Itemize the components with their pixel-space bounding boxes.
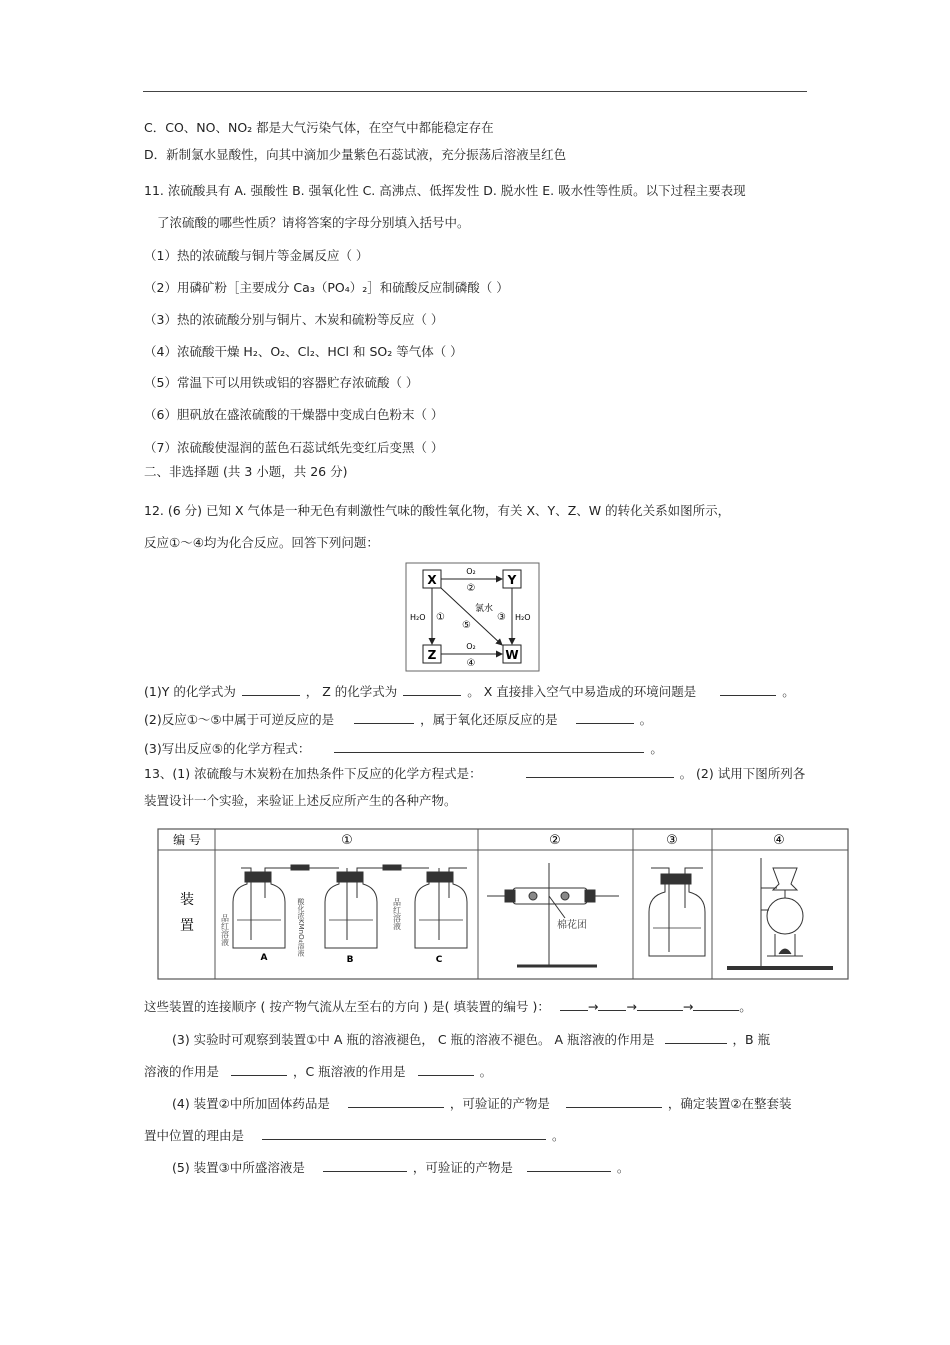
blank-c-role[interactable] <box>418 1063 474 1076</box>
blank-position-reason[interactable] <box>262 1127 546 1140</box>
q13-stem-2: 装置设计一个实验，来验证上述反应所产生的各种产物。 <box>144 793 457 808</box>
q11-item-1: （1）热的浓硫酸与铜片等金属反应（ ） <box>144 248 369 263</box>
liquid-b-label: 酸化浓KMnO₄溶液 <box>297 898 305 957</box>
blank-product-3[interactable] <box>527 1159 611 1172</box>
conn-text: 这些装置的连接顺序 ( 按产物气流从左至右的方向 ) 是( 填装置的编号 )： <box>144 999 550 1014</box>
blank-redox[interactable] <box>576 711 634 724</box>
q11-item-3: （3）热的浓硫酸分别与铜片、木炭和硫粉等反应（ ） <box>144 312 444 327</box>
q12-part-2 <box>144 711 652 728</box>
blank-order-1[interactable] <box>560 998 588 1011</box>
q11-item-6: （6）胆矾放在盛浓硫酸的干燥器中变成白色粉末（ ） <box>144 407 444 422</box>
device-1-wash-bottles <box>233 865 467 948</box>
cotton-label: 棉花团 <box>557 920 587 931</box>
arrow-2: → <box>626 999 637 1014</box>
bottle-c-label: C <box>435 955 443 965</box>
blank-a-role[interactable] <box>665 1031 727 1044</box>
q13-5-text-a: (5) 装置③中所盛溶液是 <box>172 1160 305 1175</box>
q12-1-text-d: 。 <box>782 684 795 699</box>
node-w: W <box>505 648 519 662</box>
q13-5-text-b: ，可验证的产物是 <box>412 1160 513 1175</box>
blank-equation-5[interactable] <box>334 740 644 753</box>
q11-stem-1: 11. 浓硫酸具有 A. 强酸性 B. 强氧化性 C. 高沸点、低挥发性 D. 脱水性 E. 吸水性等性质。以下过程主要表现 <box>144 183 746 198</box>
node-z: Z <box>427 648 437 662</box>
q11-item-2: （2）用磷矿粉［主要成分 Ca₃（PO₄）₂］和硫酸反应制磷酸（ ） <box>144 280 509 295</box>
blank-solid-reagent[interactable] <box>348 1095 444 1108</box>
q12-2-text-b: ，属于氧化还原反应的是 <box>420 712 558 727</box>
q11-item-4: （4）浓硫酸干燥 H₂、O₂、Cl₂、HCl 和 SO₂ 等气体（ ） <box>144 344 463 359</box>
q11-stem-2: 了浓硫酸的哪些性质？请将答案的字母分别填入括号中。 <box>157 215 470 230</box>
q13-4-text-b: ，可验证的产物是 <box>449 1096 550 1111</box>
q12-part-3 <box>144 740 663 757</box>
q13-3-text-c: 溶液的作用是 <box>144 1064 220 1079</box>
q13-part-5 <box>172 1159 629 1176</box>
label-h2o-left: H₂O <box>410 613 426 622</box>
liquid-c-label: 品红溶液 <box>392 898 402 930</box>
blank-solution-3[interactable] <box>323 1159 407 1172</box>
label-r5: ⑤ <box>462 620 471 631</box>
col-4-label: ④ <box>773 833 785 848</box>
q13-part-4-line-1 <box>172 1095 792 1112</box>
q13-5-text-c: 。 <box>616 1160 630 1175</box>
header-label: 编 号 <box>173 833 201 847</box>
q13-text-a2: 。 (2) 试用下图所列各 <box>679 766 806 781</box>
blank-order-4[interactable] <box>693 998 739 1011</box>
label-o2-top: O₂ <box>466 567 476 576</box>
label-r4: ④ <box>466 658 476 669</box>
q12-part-1 <box>144 683 795 700</box>
q13-3-text-b: ，B 瓶 <box>732 1032 771 1047</box>
conn-end: 。 <box>739 999 752 1014</box>
q13-part-4-line-2 <box>144 1127 565 1144</box>
conversion-diagram <box>405 562 540 672</box>
col-2-label: ② <box>549 833 561 848</box>
q13-3-text-d: ，C 瓶溶液的作用是 <box>292 1064 406 1079</box>
row-label-1: 装 <box>180 892 194 908</box>
blank-product-2[interactable] <box>566 1095 662 1108</box>
q11-item-7: （7）浓硫酸使湿润的蓝色石蕊试纸先变红后变黑（ ） <box>144 440 444 455</box>
q12-3-text-b: 。 <box>650 741 663 756</box>
blank-equation-13[interactable] <box>526 765 674 778</box>
q12-2-text-c: 。 <box>639 712 653 727</box>
q13-3-text-e: 。 <box>479 1064 493 1079</box>
option-c: C．CO、NO、NO₂ 都是大气污染气体，在空气中都能稳定存在 <box>144 120 494 135</box>
row-label-2: 置 <box>180 918 194 934</box>
blank-b-role[interactable] <box>231 1063 287 1076</box>
label-h2o-right: H₂O <box>515 613 531 622</box>
q12-3-text-a: (3)写出反应⑤的化学方程式： <box>144 741 311 756</box>
connection-order <box>144 998 752 1015</box>
q13-part-3-line-1 <box>172 1031 770 1048</box>
label-chlorine-water: 氯水 <box>475 604 494 614</box>
col-3-label: ③ <box>666 833 678 848</box>
q12-2-text-a: (2)反应①～⑤中属于可逆反应的是 <box>144 712 335 727</box>
bottle-b-label: B <box>346 955 354 965</box>
apparatus-table <box>157 828 849 980</box>
q13-stem-1 <box>144 765 805 782</box>
q13-4-text-a: (4) 装置②中所加固体药品是 <box>172 1096 330 1111</box>
q11-item-5: （5）常温下可以用铁或铝的容器贮存浓硫酸（ ） <box>144 375 419 390</box>
arrow-1: → <box>587 999 599 1014</box>
liquid-a-label: 品红溶液 <box>220 914 230 946</box>
q12-1-text-a: (1)Y 的化学式为 <box>144 684 236 699</box>
q13-4-text-e: 。 <box>551 1128 565 1143</box>
arrow-x-w <box>441 588 502 645</box>
label-o2-bottom: O₂ <box>466 642 476 651</box>
label-r1: ① <box>436 612 445 623</box>
blank-order-2[interactable] <box>598 998 626 1011</box>
q12-1-text-c: 。 X 直接排入空气中易造成的环境问题是 <box>467 684 697 699</box>
arrow-3: → <box>682 999 694 1014</box>
label-r3: ③ <box>497 612 506 623</box>
q12-1-text-b: ， Z 的化学式为 <box>305 684 398 699</box>
node-y: Y <box>507 573 517 587</box>
node-x: X <box>427 573 437 587</box>
q13-part-3-line-2 <box>144 1063 492 1080</box>
blank-y-formula[interactable] <box>242 683 300 696</box>
blank-z-formula[interactable] <box>403 683 461 696</box>
q13-4-text-c: ，确定装置②在整套装 <box>667 1096 792 1111</box>
option-d: D．新制氯水显酸性，向其中滴加少量紫色石蕊试液，充分振荡后溶液呈红色 <box>144 147 567 162</box>
q13-text-a1: 13、(1) 浓硫酸与木炭粉在加热条件下反应的化学方程式是： <box>144 766 482 781</box>
blank-reversible[interactable] <box>354 711 414 724</box>
label-r2: ② <box>466 583 476 594</box>
q12-stem-1: 12. (6 分) 已知 X 气体是一种无色有刺激性气味的酸性氧化物，有关 X、Y、Z、W 的转化关系如图所示， <box>144 503 731 518</box>
blank-env-issue[interactable] <box>720 683 776 696</box>
bottle-a-label: A <box>260 953 268 963</box>
col-1-label: ① <box>341 833 353 848</box>
section-2-heading: 二、非选择题 (共 3 小题，共 26 分) <box>144 464 348 479</box>
q13-4-text-d: 置中位置的理由是 <box>144 1128 245 1143</box>
header-rule <box>143 91 807 92</box>
blank-order-3[interactable] <box>637 998 683 1011</box>
q13-3-text-a: (3) 实验时可观察到装置①中 A 瓶的溶液褪色， C 瓶的溶液不褪色。 A 瓶溶液的作用是 <box>172 1032 655 1047</box>
q12-stem-2: 反应①～④均为化合反应。回答下列问题： <box>144 535 379 550</box>
